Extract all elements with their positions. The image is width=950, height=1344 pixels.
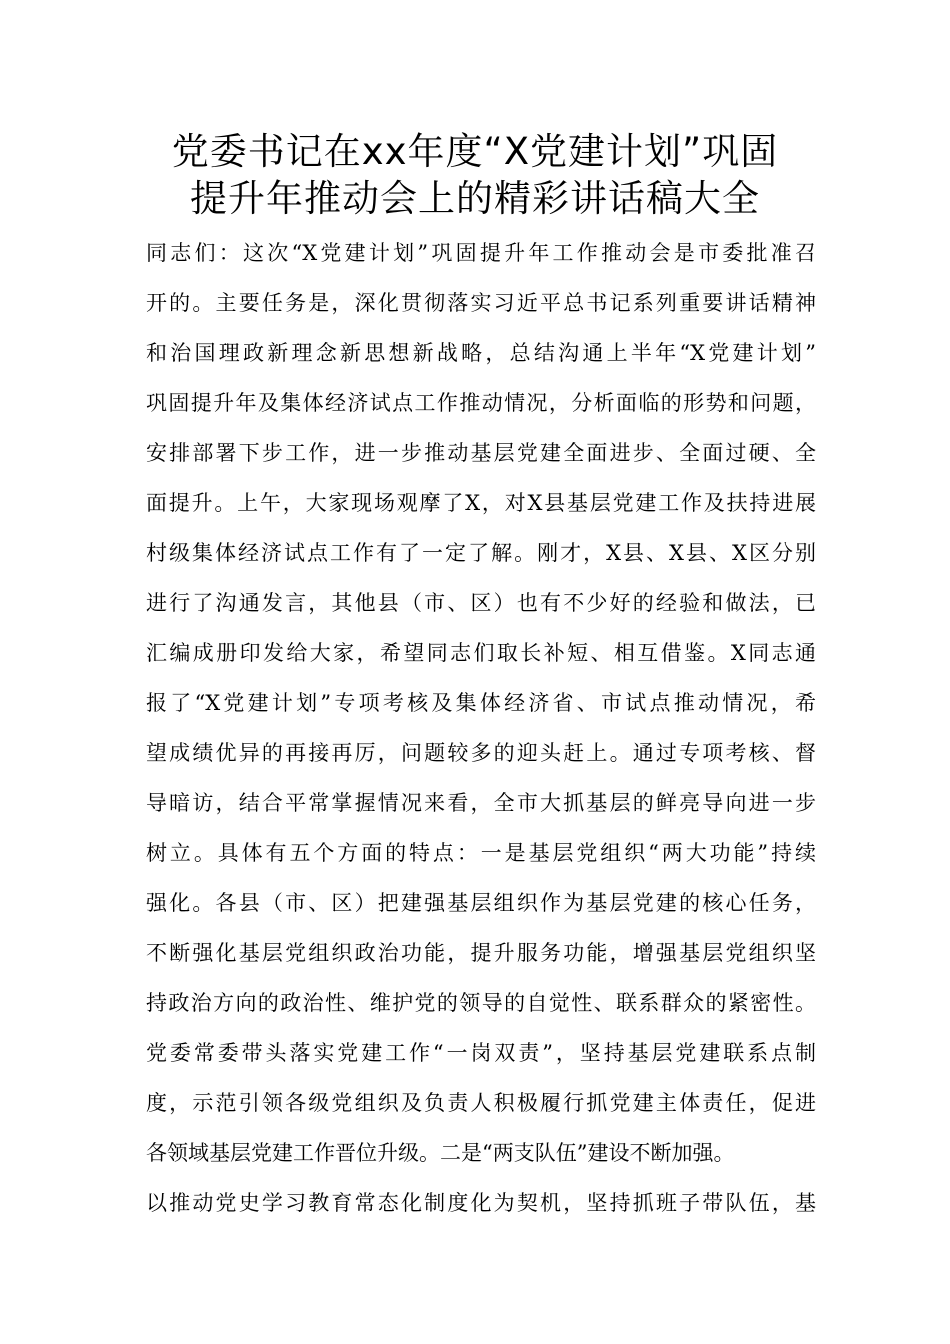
body-line: 进行了沟通发言，其他县（市、区）也有不少好的经验和做法，已 [146,591,816,615]
body-line: 安排部署下步工作，进一步推动基层党建全面进步、全面过硬、全 [146,441,816,465]
body-line: 党委常委带头落实党建工作“一岗双责”，坚持基层党建联系点制 [146,1041,816,1065]
body-line: 持政治方向的政治性、维护党的领导的自觉性、联系群众的紧密性。 [146,991,816,1015]
body-line: 各领域基层党建工作晋位升级。二是“两支队伍”建设不断加强。 [146,1141,735,1165]
body-line: 不断强化基层党组织政治功能，提升服务功能，增强基层党组织坚 [146,941,816,965]
body-line: 开的。主要任务是，深化贯彻落实习近平总书记系列重要讲话精神 [146,291,816,315]
body-line: 汇编成册印发给大家，希望同志们取长补短、相互借鉴。X同志通 [146,641,816,665]
body-line: 巩固提升年及集体经济试点工作推动情况，分析面临的形势和问题， [146,391,816,415]
title-line-1: 党委书记在xx年度“X党建计划”巩固 [171,130,779,173]
body-paragraph [146,228,816,1228]
body-line: 面提升。上午，大家现场观摩了X，对X县基层党建工作及扶持进展 [146,491,816,515]
body-line: 同志们：这次“X党建计划”巩固提升年工作推动会是市委批准召 [146,241,816,265]
body-line: 度，示范引领各级党组织及负责人积极履行抓党建主体责任，促进 [146,1091,816,1115]
title-line-2: 提升年推动会上的精彩讲话稿大全 [190,177,760,220]
body-line: 以推动党史学习教育常态化制度化为契机，坚持抓班子带队伍，基 [146,1191,816,1215]
body-line: 报了“X党建计划”专项考核及集体经济省、市试点推动情况，希 [146,691,816,715]
body-line: 和治国理政新理念新思想新战略，总结沟通上半年“X党建计划” [146,341,816,365]
body-line: 强化。各县（市、区）把建强基层组织作为基层党建的核心任务， [146,891,816,915]
body-line: 望成绩优异的再接再厉，问题较多的迎头赶上。通过专项考核、督 [146,741,816,765]
body-line: 树立。具体有五个方面的特点：一是基层党组织“两大功能”持续 [146,841,816,865]
body-line: 村级集体经济试点工作有了一定了解。刚才，X县、X县、X区分别 [146,541,816,565]
body-line: 导暗访，结合平常掌握情况来看，全市大抓基层的鲜亮导向进一步 [146,791,816,815]
document-title [100,128,850,222]
